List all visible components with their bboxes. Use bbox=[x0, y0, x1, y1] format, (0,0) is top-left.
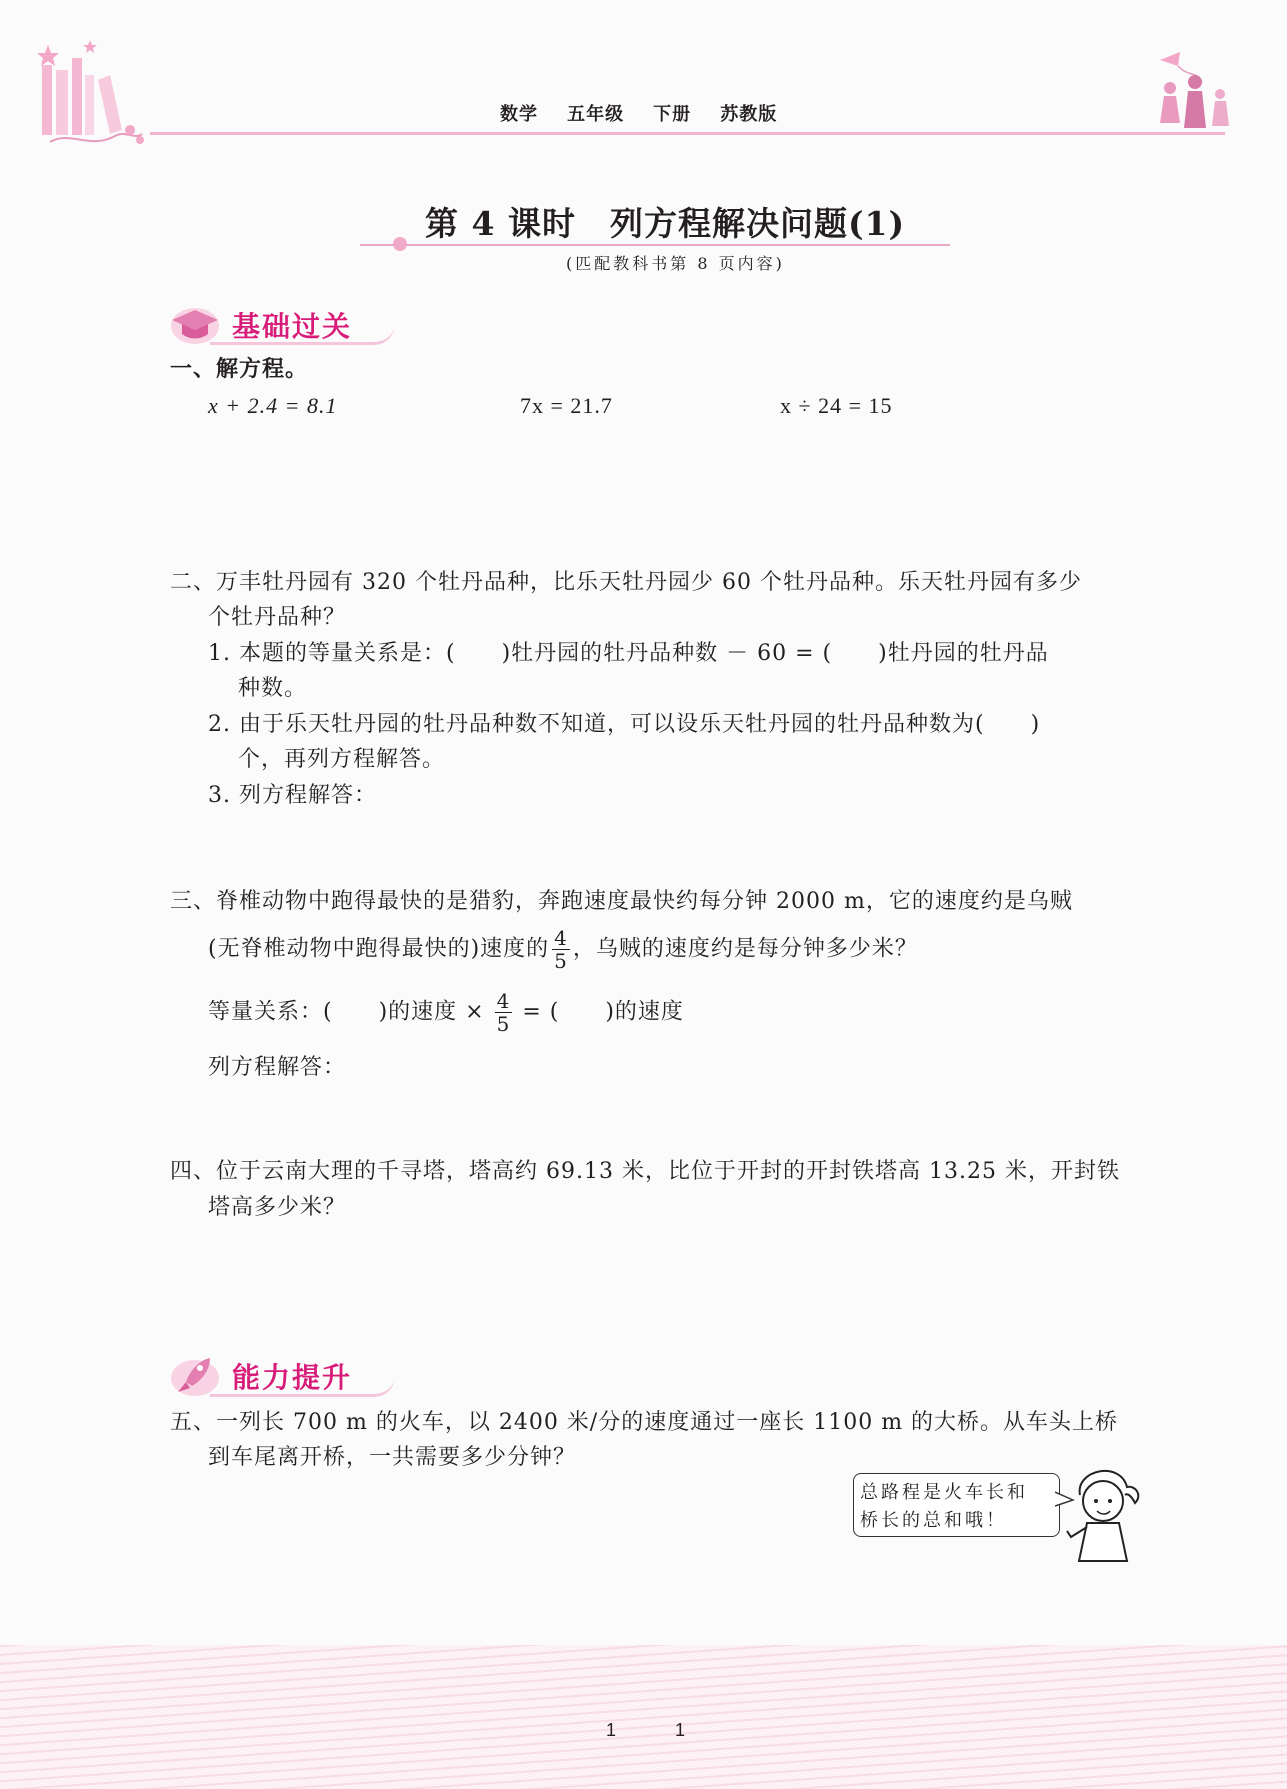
section-basic-banner bbox=[170, 302, 395, 346]
girl-cartoon-illustration bbox=[1065, 1465, 1150, 1565]
q3-line-2 bbox=[208, 927, 918, 972]
q1-equation-3: x ÷ 24 = 15 bbox=[780, 393, 893, 418]
q2-step-2b: 个，再列方程解答。 bbox=[238, 747, 446, 772]
section-advanced-title: 能力提升 bbox=[232, 1361, 353, 1394]
header-subject: 数学 bbox=[500, 104, 538, 125]
header-grade: 五年级 bbox=[567, 104, 625, 125]
q3-relation-fraction-denominator: 5 bbox=[496, 1012, 511, 1036]
section-advanced-banner bbox=[170, 1352, 395, 1398]
q3-line-2b: ，乌贼的速度约是每分钟多少米？ bbox=[572, 936, 918, 962]
header-logo-books bbox=[30, 30, 160, 160]
header-volume: 下册 bbox=[653, 104, 692, 125]
q2-step-1b: 种数。 bbox=[238, 676, 308, 701]
q3-line-1: 三、脊椎动物中跑得最快的是猎豹，奔跑速度最快约每分钟 2000 m，它的速度约是乌贼 bbox=[170, 889, 1073, 914]
header-subject-line bbox=[500, 100, 777, 126]
q3-fraction bbox=[552, 927, 570, 972]
q3-relation-fraction-numerator: 4 bbox=[496, 989, 511, 1013]
q1-label: 一、解方程。 bbox=[170, 357, 309, 382]
q5-line-1: 五、一列长 700 m 的火车，以 2400 米/分的速度通过一座长 1100 m 的大桥。从车头上桥 bbox=[170, 1410, 1119, 1435]
q1-equation-2: 7x = 21.7 bbox=[520, 393, 613, 418]
q3-line-2a: (无脊椎动物中跑得最快的)速度的 bbox=[208, 936, 550, 962]
q2-step-3: 3. 列方程解答： bbox=[208, 783, 377, 808]
q3-relation bbox=[208, 990, 684, 1035]
q2-line-1: 二、万丰牡丹园有 320 个牡丹品种，比乐天牡丹园少 60 个牡丹品种。乐天牡丹园有多少 bbox=[170, 570, 1082, 595]
q3-solve-label: 列方程解答： bbox=[208, 1055, 347, 1080]
hint-line-2: 桥长的总和哦！ bbox=[860, 1510, 1007, 1531]
q3-relation-fraction bbox=[495, 990, 513, 1035]
footer-page-left: 1 bbox=[606, 1720, 617, 1740]
q3-fraction-numerator: 4 bbox=[554, 926, 568, 950]
q4-line-2: 塔高多少米？ bbox=[208, 1195, 347, 1220]
title-underline-dot bbox=[393, 237, 407, 251]
hint-line-1: 总路程是火车长和 bbox=[860, 1482, 1028, 1503]
header-kids-kite-illustration bbox=[1140, 48, 1240, 138]
lesson-title: 第 4 课时 列方程解决问题(1) bbox=[425, 204, 906, 243]
q3-fraction-denominator: 5 bbox=[554, 949, 568, 973]
q2-step-1a: 1. 本题的等量关系是：( )牡丹园的牡丹品种数 － 60 = ( )牡丹园的牡丹品 bbox=[208, 641, 1049, 666]
q5-line-2: 到车尾离开桥，一共需要多少分钟？ bbox=[208, 1445, 577, 1470]
lesson-subtitle: (匹配教科书第 8 页内容) bbox=[566, 254, 785, 273]
q3-relation-b: = ( )的速度 bbox=[522, 999, 684, 1025]
footer-stripe-band bbox=[0, 1645, 1287, 1789]
header-edition: 苏教版 bbox=[720, 104, 778, 125]
q2-line-2: 个牡丹品种？ bbox=[208, 605, 347, 630]
header-rule bbox=[150, 132, 1225, 135]
q4-line-1: 四、位于云南大理的千寻塔，塔高约 69.13 米，比位于开封的开封铁塔高 13.25 米，开封铁 bbox=[170, 1159, 1120, 1184]
title-underline bbox=[360, 244, 950, 246]
q3-relation-a: 等量关系：( )的速度 × bbox=[208, 999, 485, 1025]
q2-step-2a: 2. 由于乐天牡丹园的牡丹品种数不知道，可以设乐天牡丹园的牡丹品种数为( ) bbox=[208, 712, 1041, 737]
footer-page-right: 1 bbox=[675, 1720, 686, 1740]
section-basic-title: 基础过关 bbox=[232, 310, 353, 343]
q1-equation-1: x + 2.4 = 8.1 bbox=[208, 393, 338, 418]
hint-speech-bubble bbox=[853, 1473, 1060, 1537]
